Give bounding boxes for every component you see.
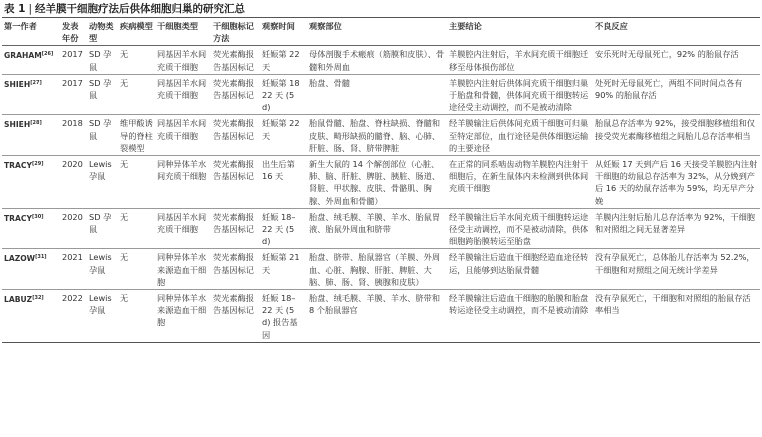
reference-link[interactable]: [27] (30, 79, 42, 86)
cell-label-method: 荧光素酶报告基因标记 (213, 77, 254, 101)
cell-cell-type: 同基因羊水间充质干细胞 (157, 49, 207, 72)
cell-obs-site: 胎盘、绒毛膜、羊膜、羊水、胎鼠胃液、胎鼠外周血和脐带 (309, 211, 441, 235)
reference-link[interactable]: [28] (30, 120, 42, 127)
header-obs-site: 观察部位 (309, 21, 342, 31)
cell-animal: SD 孕鼠 (89, 49, 112, 72)
header-adverse: 不良反应 (595, 21, 628, 31)
cell-adverse: 羊膜内注射后胎儿总存活率为 92%，干细胞和对照组之间无显著差异 (595, 211, 755, 235)
table-row (2, 249, 760, 290)
cell-label-method: 荧光素酶报告基因标记 (213, 252, 254, 275)
cell-cell-type: 同种异体羊水来源造血干细胞 (157, 293, 207, 328)
cell-animal: SD 孕鼠 (89, 118, 112, 141)
cell-adverse: 没有孕鼠死亡，总体胎儿存活率为 52.2%，干细胞和对照组之间无统计学差异 (595, 252, 755, 275)
cell-author (2, 156, 60, 209)
cell-conclusion: 羊膜腔内注射后，羊水间充质干细胞迁移至母体损伤部位 (449, 49, 589, 72)
cell-disease: 无 (120, 49, 129, 60)
cell-label-method: 荧光素酶报告基因标记 (213, 159, 254, 182)
table-row (2, 208, 760, 249)
cell-conclusion: 经羊膜输注后羊水间充质干细胞转运途径受主动调控，而不是被动清除，供体细胞跨胎膜转运至胎盘 (449, 211, 589, 247)
caption-separator: | (28, 3, 33, 15)
cell-animal: SD 孕鼠 (89, 77, 112, 101)
author-name: LABUZ (4, 295, 33, 305)
cell-author (2, 74, 60, 115)
cell-cell-type: 同种异体羊水间充质干细胞 (157, 159, 207, 182)
cell-cell-type: 同种异体羊水来源造血干细胞 (157, 252, 207, 287)
cell-year: 2021 (62, 252, 83, 263)
cell-obs-time: 妊娠第 18 22 天 (5 d) (262, 77, 300, 113)
cell-label-method: 荧光素酶报告基因标记 (213, 49, 254, 72)
cell-year: 2018 (62, 118, 83, 129)
cell-disease: 无 (120, 211, 129, 222)
cell-animal: Lewis 孕鼠 (89, 159, 112, 182)
cell-author (2, 46, 60, 74)
table-header-row (2, 19, 760, 46)
author-name: TRACY (4, 213, 32, 223)
cell-animal: SD 孕鼠 (89, 211, 112, 235)
reference-link[interactable]: [26] (41, 51, 54, 58)
cell-obs-site: 胎盘、绒毛膜、羊膜、羊水、脐带和 8 个胎鼠器官 (309, 293, 441, 316)
cell-obs-site: 胎鼠骨髓、胎盘、脊柱缺损、脊髓和皮肤、畸形缺损的髓脊、脑、心肺、肝脏、肠、肾、脐带脾脏 (309, 118, 441, 153)
cell-obs-time: 妊娠 18–22 天 (5 d) (262, 211, 296, 247)
cell-obs-site: 母体剖腹手术瘢痕（筋膜和皮肤）、骨髓和外周血 (309, 49, 445, 72)
cell-disease: 维甲酸诱导的脊柱裂模型 (120, 118, 153, 153)
cell-year: 2022 (62, 293, 83, 304)
reference-link[interactable]: [29] (31, 161, 44, 168)
cell-disease: 无 (120, 252, 129, 263)
header-animal: 动物类型 (89, 21, 114, 44)
cell-conclusion: 经羊膜输注后供体间充质干细胞可归巢至特定部位，血行途径是供体细胞运输的主要途径 (449, 118, 589, 153)
table-title: 经羊膜干细胞疗法后供体细胞归巢的研究汇总 (35, 3, 246, 15)
cell-disease: 无 (120, 77, 129, 88)
cell-label-method: 荧光素酶报告基因标记 (213, 293, 254, 316)
cell-animal: Lewis 孕鼠 (89, 252, 112, 275)
cell-conclusion: 经羊膜输注后造血干细胞经造血途径转运，且能够到达胎鼠骨髓 (449, 252, 589, 275)
cell-disease: 无 (120, 159, 129, 170)
cell-adverse: 从妊娠 17 天到产后 16 天接受羊膜腔内注射干细胞的幼鼠总存活率为 32%，从分娩到产后 16 天的幼鼠存活率为 59%，均无早产分娩 (595, 159, 758, 206)
cell-animal: Lewis 孕鼠 (89, 293, 112, 316)
table-label: 表 1 (4, 3, 26, 15)
cell-adverse: 胎鼠总存活率为 92%，接受细胞移植组和仅接受荧光素酶移植组之间胎儿总存活率相当 (595, 118, 755, 141)
cell-adverse: 安乐死时无母鼠死亡，92% 的胎鼠存活 (595, 49, 739, 60)
cell-label-method: 荧光素酶报告基因标记 (213, 118, 254, 141)
cell-author (2, 208, 60, 249)
cell-cell-type: 同基因羊水间充质干细胞 (157, 118, 207, 141)
table-row (2, 156, 760, 209)
table-row (2, 74, 760, 115)
table-caption (4, 2, 245, 16)
table-top-rule (2, 17, 760, 18)
cell-obs-site: 胎盘、骨髓 (309, 77, 350, 88)
table-row (2, 290, 760, 343)
reference-link[interactable]: [30] (31, 213, 44, 220)
cell-obs-time: 妊娠 18–22 天 (5 d) 报告基因 (262, 293, 298, 340)
cell-conclusion: 在正常的同系啮齿动物羊膜腔内注射干细胞后，在新生鼠体内未检测到供体间充质干细胞 (449, 159, 589, 194)
author-name: TRACY (4, 161, 32, 171)
cell-obs-time: 出生后第 16 天 (262, 159, 295, 182)
cell-conclusion: 羊膜腔内注射后供体间充质干细胞归巢于胎盘和骨髓，供体间充质干细胞转运途径受主动调控，而不是被动清除 (449, 77, 589, 113)
cell-year: 2020 (62, 211, 83, 222)
cell-conclusion: 经羊膜输注后造血干细胞的胎膜和胎盘转运途径受主动调控，而不是被动清除 (449, 293, 589, 316)
cell-cell-type: 同基因羊水间充质干细胞 (157, 211, 207, 235)
cell-obs-time: 妊娠第 22 天 (262, 49, 300, 72)
author-name: LAZOW (4, 254, 36, 264)
cell-obs-site: 新生大鼠的 14 个解剖部位（心脏、肺、脑、肝脏、脾脏、胰脏、肠道、肾脏、甲状腺、皮肤、骨骼肌、胸腺、外周血和骨髓） (309, 159, 441, 206)
header-conclusion: 主要结论 (449, 21, 482, 31)
cell-year: 2017 (62, 77, 83, 88)
header-cell-type: 干细胞类型 (157, 21, 198, 31)
reference-link[interactable]: [31] (35, 254, 47, 261)
cell-author (2, 115, 60, 156)
cell-disease: 无 (120, 293, 129, 304)
cell-label-method: 荧光素酶报告基因标记 (213, 211, 254, 235)
cell-year: 2017 (62, 49, 83, 60)
header-year: 发表年份 (62, 21, 79, 44)
study-summary-table (2, 19, 760, 343)
reference-link[interactable]: [32] (32, 295, 44, 302)
author-name: SHIEH (4, 79, 31, 89)
table-row (2, 46, 760, 74)
header-disease: 疾病模型 (120, 21, 153, 31)
author-name: GRAHAM (4, 51, 42, 61)
cell-adverse: 处死时无母鼠死亡，两组不同时间点各有 90% 的胎鼠存活 (595, 77, 743, 101)
author-name: SHIEH (4, 120, 31, 130)
cell-obs-time: 妊娠第 22 天 (262, 118, 300, 141)
cell-cell-type: 同基因羊水间充质干细胞 (157, 77, 207, 101)
cell-year: 2020 (62, 159, 83, 170)
cell-adverse: 没有孕鼠死亡，干细胞和对照组的胎鼠存活率相当 (595, 293, 751, 316)
table-row (2, 115, 760, 156)
cell-obs-time: 妊娠第 21 天 (262, 252, 300, 275)
cell-author (2, 249, 60, 290)
header-label-method: 干细胞标记方法 (213, 21, 254, 44)
cell-author (2, 290, 60, 343)
cell-obs-site: 胎盘、脐带、胎鼠器官（羊膜、外周血、心脏、胸腺、肝脏、脾脏、大脑、肺、肠、肾、胰腺和皮肤） (309, 252, 441, 287)
header-author: 第一作者 (4, 21, 37, 31)
header-obs-time: 观察时间 (262, 21, 295, 31)
